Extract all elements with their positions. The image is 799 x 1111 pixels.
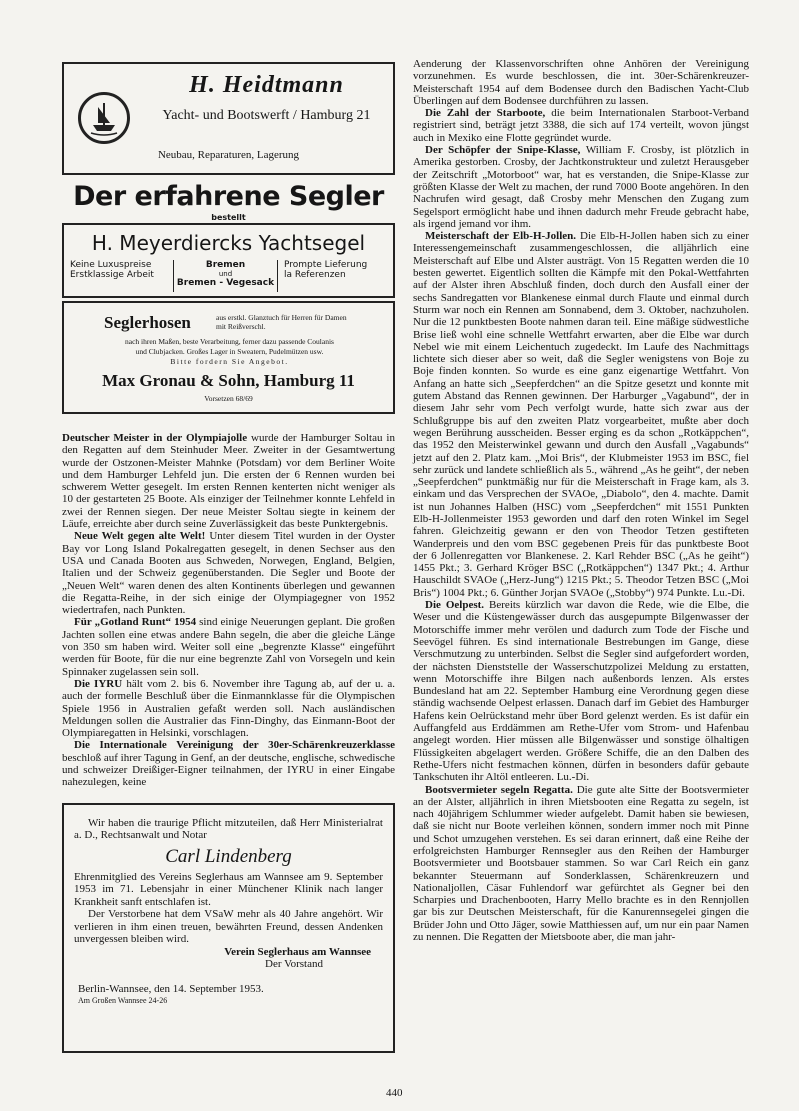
- article-paragraph: [413, 784, 749, 944]
- obituary-club: Verein Seglerhaus am Wannsee: [224, 945, 371, 958]
- paragraph-lead: Bootsvermieter segeln Regatta.: [425, 783, 573, 796]
- paragraph-lead: Meisterschaft der Elb-H-Jollen.: [425, 230, 577, 243]
- ship-logo-icon: [78, 92, 130, 144]
- paragraph-text: wurde der Hamburger Soltau in den Regatten auf dem Steinhuder Meer. Zweiter in der Gesamtwertung wurde der Ostzonen-Meister Mahnke (Potsdam) vor dem Berliner Woite und dem Hamburger Lehfeld jun. Die ersten der 6 Rennen wurden bei schwerem Wetter gesegelt. Im ersten Rennen kenterten nicht weniger als 10 der gestarteten 25 Boote. Als einziger der Teilnehmer konnte Lehfeld in zwei der Rennen siegen. Der neue Meister Soltau siegte in keinem der Läufe, erreichte aber durch seine Zuverlässigkeit das beste Punktergebnis.: [62, 432, 395, 531]
- gronau-title: Seglerhosen: [104, 313, 191, 332]
- paragraph-text: Die Elb-H-Jollen haben sich zu einer Interessengemeinschaft zusammengeschlossen, die alljährlich eine Meisterschaft auf Elbe und Alster austrägt. Von 15 Regatten werden die 10 besten gewertet. Eigentlich sollten die Kämpfe mit den Pokal-Wettfahrten auf der Alster ihren Abschluß finden, doch durch den Ausfall einer der sechs Sandregatten vor Blankenese einmal durch Flaute und einmal durch Sturm war noch ein Rennen am Sonnabend, dem 3. Oktober, nachzuholen. Nur die 12 punktbesten Boote nahmen daran teil. Eine mäßige südwestliche Brise ließ wohl eine schnelle Wettfahrt erwarten, aber die Elbe war durch Nebel wie mit einem Leichentuch zugedeckt. Im Laufe des Nachmittags lichtete sich dieser aber so weit, daß die Segler wenigstens von Boje zu Boje finden konnten. So wurde es eine ganz eigenartige Wettfahrt. Von Anfang an hatte sich „Seepferdchen“ an die Spitze gesetzt und konnte mit gutem Abstand das Rennen gewinnen. Der Harburger „Vagabund“, der in diesem Jahr sehr vom Pech verfolgt wurde, hatte sich zwar aus der Schlußgruppe bis auf den zweiten Platz vorgearbeitet, mußte aber doch wegen Berührung ausscheiden. Besser erging es da schon „Rotkäppchen“, das 1952 den Meisterwinkel gewann und durch den Ausfall „Vagabunds“ jetzt auf den 2. Platz kam. „Moi Bris“, der Klubmeister 1953 im BSC, fiel sehr zurück und landete schließlich als 5., während „As he geiht“, der neben „Seepferdchen“ punktmäßig nur für die Meisterschaft in Frage kam, als 3. einkam und das Versprechen der SVAOe, „Diabolo“, den 4. machte. Damit ist nun Johannes Halben (HSC) vom „Seepferdchen“ mit 1551 Punkten Elb-H-Jollenmeister 1953 geworden und darf den roten Winkel im Segel fahren. Gleichzeitig gewann er den von Theodor Tetzen gestifteten Wanderpreis und den vom BSC gegebenen Preis für das punktbeste Boot der 6 Jollenregatten vor Blankenese. 2. Karl Rehder BSC („As he geiht“) 1455 Pkt.; 3. Gerhard Kröger BSC („Rotkäppchen“) 1347 Pkt.; 4. Arthur Hauschildt SVAOe („Herz-Jung“) 1215 Pkt.; 5. Theodor Tetzen BSC („Moi Bris“) 1004 Pkt.; 6. Günther Jorjan SVAOe („Stobby“) 974 Punkte. Lu.-Di.: [413, 230, 749, 599]
- article-paragraph: [413, 58, 749, 107]
- gronau-company: Max Gronau & Sohn, Hamburg 11: [102, 371, 355, 390]
- heidtmann-subtitle: Yacht- und Bootswerft / Hamburg 21: [162, 108, 371, 123]
- left-column: [62, 62, 395, 1053]
- meyerdiercks-bestellt: bestellt: [211, 213, 246, 222]
- obituary-name: Carl Lindenberg: [165, 845, 292, 867]
- gronau-desc-2: und Clubjacken. Großes Lager in Sweatern, Pudelmützen usw.: [135, 347, 324, 356]
- obituary-body-2: Der Verstorbene hat dem VSaW mehr als 40 Jahre angehört. Wir verlieren in ihm einen treuen, bewährten Freund, dessen Andenken unvergessen bleiben wird.: [74, 908, 383, 946]
- meyerdiercks-right-2: la Referenzen: [284, 270, 346, 280]
- paragraph-lead: Die Internationale Vereinigung der 30er-Schärenkreuzerklasse: [74, 739, 395, 752]
- gronau-desc-1: nach ihren Maßen, beste Verarbeitung, ferner dazu passende Coulanis: [125, 337, 334, 346]
- paragraph-text: Bereits kürzlich war davon die Rede, wie die Elbe, die Weser und die Küstengewässer durch das ausgepumpte Bilgenwasser der Motorschiffe immer mehr verölen und dadurch zum Tode der Fische und Seevögel führen. Es sind internationale Bestrebungen im Gange, diese Verschmutzung zu unterbinden. Selbst die Segler sind aufgefordert worden, der nächsten Dienststelle der Wasserschutzpolizei Meldung zu erstatten, wenn Motorschiffe ihre Bilgen nach außenbords lenzen. Als erstes Bundesland hat am 22. September Hamburg eine Verordnung gegen diese ständig wachsende Oelpest erlassen. Danach darf im Gebiet des Hamburger Hafens kein Oelrückstand mehr über Bord gelenzt werden. Es ist dafür ein Auffangfeld aus Erddämmen am Rethe-Ufer vom Strom- und Hafenbau angelegt worden. Hier müssen alle Bilgenwässer und sonstige ölhaltigen Flüssigkeiten abgelagert werden. Größere Schiffe, die an den Dalben des Rethe-Ufers nicht festmachen können, dürfen in besonders dafür gebaute Tankschuten ihr Altöl entleeren. Lu.-Di.: [413, 599, 749, 784]
- paragraph-lead: Deutscher Meister in der Olympiajolle: [62, 432, 248, 444]
- gronau-ad: [62, 301, 395, 414]
- meyerdiercks-mid-2: und: [218, 270, 233, 278]
- paragraph-lead: Der Schöpfer der Snipe-Klasse,: [425, 144, 581, 157]
- article-paragraph: [413, 230, 749, 599]
- meyerdiercks-mid-1: Bremen: [205, 260, 246, 270]
- article-paragraph: [62, 530, 395, 616]
- paragraph-text: Die gute alte Sitte der Bootsvermieter an der Alster, alljährlich in ihren Mietsbooten eine Regatta zu segeln, ist nach 40jährigem Schlummer wieder aufgelebt. Damit haben sie bewiesen, daß sie nicht nur Boote verleihen können, sondern immer noch mit Pinne und Schot umzugehen verstehen. Es sei daran erinnert, daß eine Reihe der erfolgreichsten Hamburger Rennsegler aus den Reihen der Hamburger Bootsvermieter und Bootsbauer stammen. So war Carl Reich ein ganz bekannter Steuermann auf Sonderklassen, Schärenkreuzern und Nationaljollen, Cäsar Fuhlendorf war gefürchtet als Gegner bei den Scharpies und Drachenbooten, Harry Mello brachte es in den Rennjollen gar bis zur Deutschen Meisterschaft, für die Kanurennsegelei gingen die Brüder John und Otto Jäger, sowie Matthiessen auf, um nur ein paar Namen zu nennen. Die Regatten der Mietsboote aber, die man jahr-: [413, 783, 750, 944]
- paragraph-text: sind einige Neuerungen geplant. Die großen Jachten sollen eine etwas andere Bahn segeln, die aber die gleiche Länge von 350 sm haben wird. Weiter soll eine „begrenzte Klasse“ eingeführt werden für Boote, für die nur eine begrenzte Zahl von Vorsegeln und kein Spinnaker zugelassen sein soll.: [62, 616, 395, 678]
- left-article-text: [62, 432, 395, 789]
- paragraph-text: hält vom 2. bis 6. November ihre Tagung ab, auf der u. a. auch der formelle Beschluß über die Einmannklasse für die Olympischen Spiele 1956 in Australien gefaßt werden soll. Nach ausländischen Meldungen sollen die Australier das Finn-Dinghy, das Einmann-Boot der Olympiaregatten in Helsinki, vorschlagen.: [62, 677, 395, 740]
- page-number: 440: [386, 1087, 403, 1099]
- meyerdiercks-ad: [62, 181, 395, 293]
- article-paragraph: [413, 599, 749, 783]
- meyerdiercks-right: [278, 260, 387, 292]
- meyerdiercks-left-2: Erstklassige Arbeit: [70, 270, 154, 280]
- meyerdiercks-left: [70, 260, 173, 292]
- meyerdiercks-left-1: Keine Luxuspreise: [70, 260, 152, 270]
- article-paragraph: [62, 678, 395, 739]
- paragraph-lead: Die IYRU: [74, 677, 123, 690]
- meyerdiercks-box: [62, 223, 395, 298]
- gronau-address: Vorsetzen 68/69: [204, 394, 253, 403]
- article-paragraph: [62, 616, 395, 677]
- heidtmann-ad: [62, 62, 395, 175]
- meyerdiercks-right-1: Prompte Lieferung: [284, 260, 368, 270]
- obituary-address: Am Großen Wannsee 24-26: [78, 996, 168, 1006]
- meyerdiercks-details: [70, 260, 387, 292]
- heidtmann-name: H. Heidtmann: [189, 72, 344, 98]
- paragraph-text: beschloß auf ihrer Tagung in Genf, an der deutsche, englische, schwedische und schweizer Dreißiger-Eigner teilnahmen, der IYRU in einer Eingabe nahezulegen, keine: [62, 751, 395, 789]
- obituary-date: Berlin-Wannsee, den 14. September 1953.: [78, 982, 264, 995]
- gronau-description: [72, 337, 387, 367]
- gronau-desc-3: Bitte fordern Sie Angebot.: [170, 357, 289, 366]
- right-article-text: [413, 58, 749, 943]
- paragraph-lead: Die Oelpest.: [425, 599, 485, 612]
- paragraph-lead: Für „Gotland Runt“ 1954: [74, 616, 197, 629]
- paragraph-text: Unter diesem Titel wurden in der Oyster Bay vor Long Island Pokalregatten gesegelt, in denen Sechser aus den USA und Canada Booten aus Schweden, Norwegen, England, Belgien, Italien und der Schweiz gegenüberstanden. Die Segler und Boote der „Neuen Welt“ waren denen des alten Kontinents überlegen und gewannen die Regatta-Reihe, in der sich einige der Olympiagegner von 1952 wiedertrafen, nach Punkten.: [62, 530, 395, 617]
- meyerdiercks-mid: [173, 260, 278, 292]
- obituary-notice: [62, 803, 395, 1053]
- paragraph-text: die beim Internationalen Starboot-Verband registriert sind, beträgt jetzt 3388, die sich auf 174 verteilt, wovon jüngst auch in Mexiko eine Flotte gegründet wurde.: [413, 107, 750, 144]
- meyerdiercks-headline: Der erfahrene Segler: [73, 181, 384, 212]
- obituary-intro: Wir haben die traurige Pflicht mitzuteilen, daß Herr Ministerialrat a. D., Rechtsanwalt und Notar: [74, 816, 383, 842]
- obituary-board: Der Vorstand: [265, 958, 323, 971]
- article-paragraph: [62, 739, 395, 788]
- meyerdiercks-maker: H. Meyerdiercks Yachtsegel: [91, 231, 366, 255]
- paragraph-text: Aenderung der Klassenvorschriften ohne Anhören der Vereinigung vorzunehmen. Es wurde beschlossen, die int. 30er-Schärenkreuzer-Meisterschaft 1954 auf dem Bodensee durch den Badischen Yacht-Club Überlingen auf dem Bodensee durchführen zu lassen.: [413, 58, 749, 107]
- article-paragraph: [413, 144, 749, 230]
- paragraph-lead: Die Zahl der Starboote,: [425, 107, 546, 120]
- article-paragraph: [413, 107, 749, 144]
- article-paragraph: [62, 432, 395, 530]
- gronau-note: aus erstkl. Glanztuch für Herren für Damen mit Reißverschl.: [216, 313, 347, 331]
- obituary-body-1: Ehrenmitglied des Vereins Seglerhaus am Wannsee am 9. September 1953 im 71. Lebensjahr in einer Münchener Klinik nach langer Krankheit sanft entschlafen ist.: [74, 870, 383, 908]
- meyerdiercks-mid-3: Bremen - Vegesack: [176, 278, 275, 288]
- heidtmann-services: Neubau, Reparaturen, Lagerung: [157, 149, 300, 161]
- paragraph-text: William F. Crosby, ist plötzlich in Amerika gestorben. Crosby, der Jachtkonstrukteur und zuletzt Herausgeber der Zeitschrift „Motorboot“ war, hat es verstanden, die Snipe-Klasse zur größten Klasse der Welt zu machen, der rund 7000 Boote angehören. In den Nachrufen wird gesagt, daß Crosby mehr Menschen den Zugang zum Segelsport ermöglicht habe und ihnen dadurch mehr Freude gebracht habe, als irgend jemand vor ihm.: [413, 144, 750, 230]
- paragraph-lead: Neue Welt gegen alte Welt!: [74, 530, 206, 543]
